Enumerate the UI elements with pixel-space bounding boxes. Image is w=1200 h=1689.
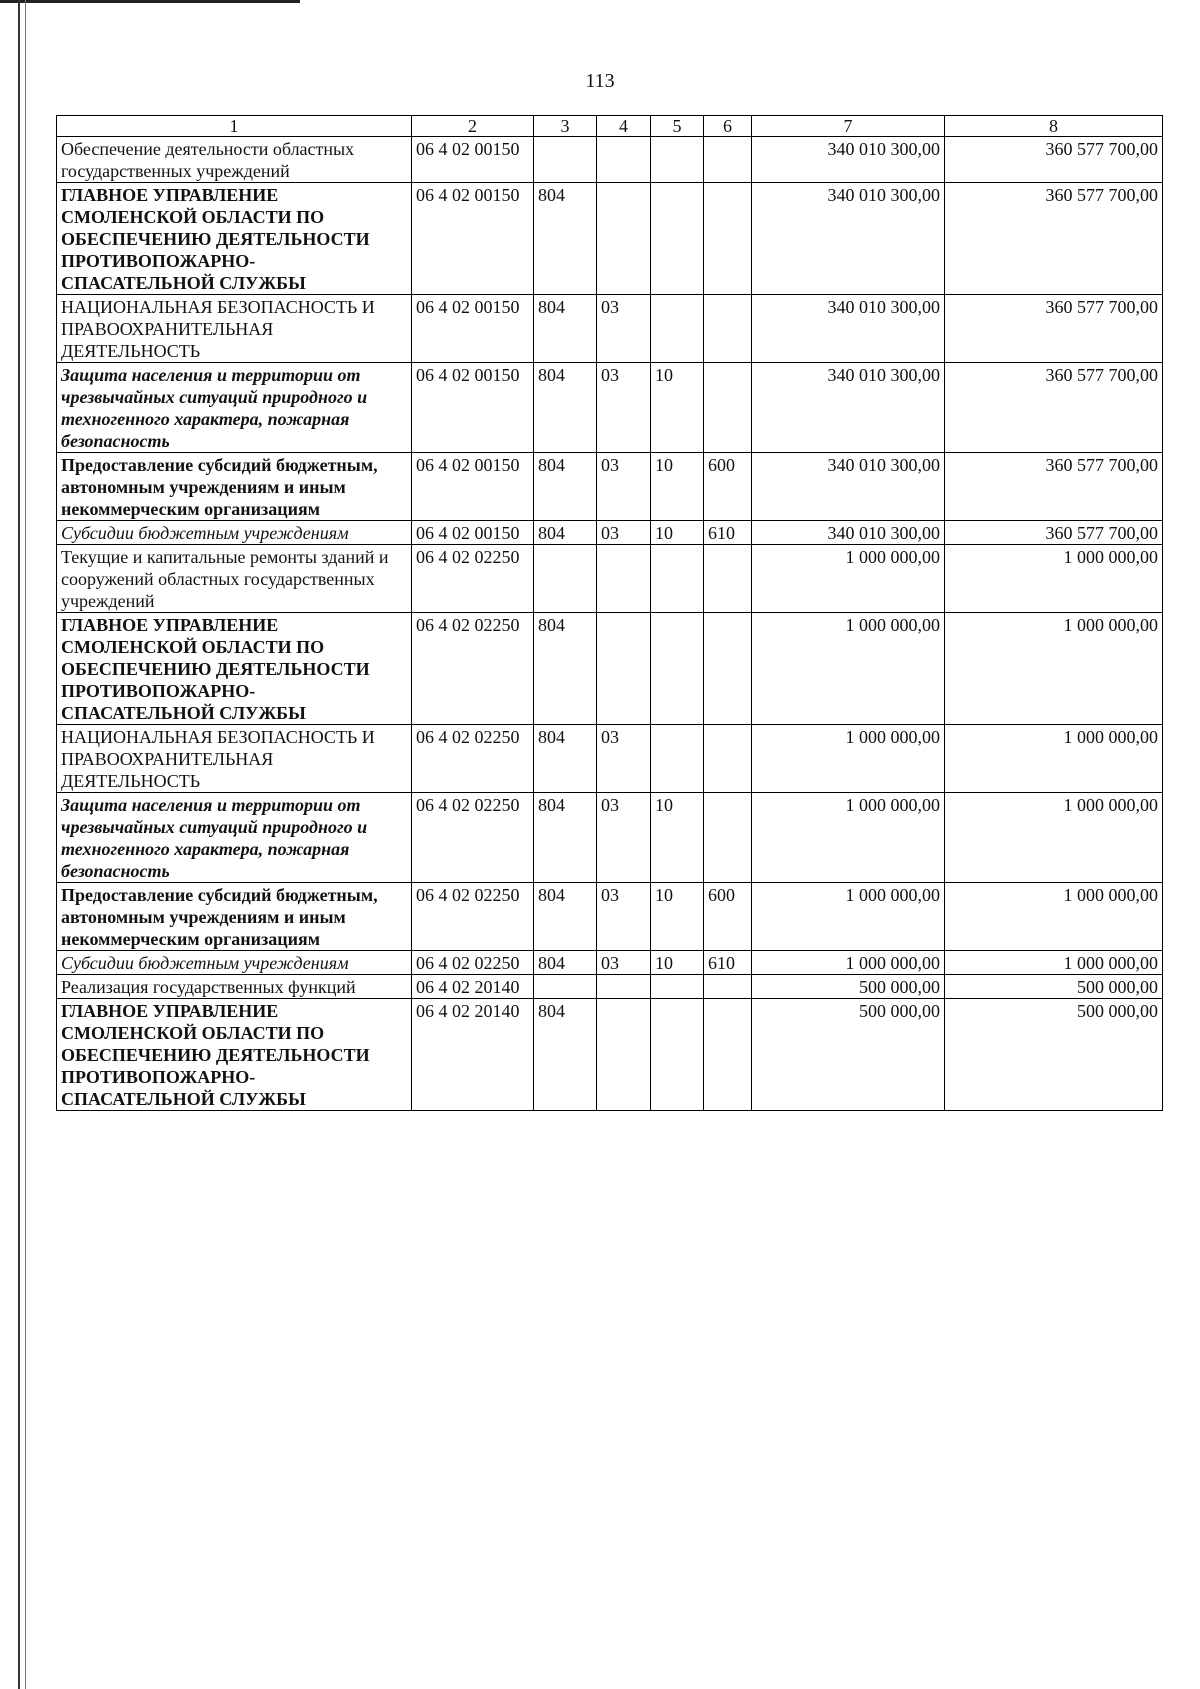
table-body xyxy=(57,116,1163,1111)
row-name-cell: НАЦИОНАЛЬНАЯ БЕЗОПАСНОСТЬ И ПРАВООХРАНИТЕЛЬНАЯ ДЕЯТЕЛЬНОСТЬ xyxy=(57,295,412,363)
row-name-cell: Защита населения и территории от чрезвычайных ситуаций природного и техногенного характера, пожарная безопасность xyxy=(57,793,412,883)
amount-year1-cell: 1 000 000,00 xyxy=(752,951,945,975)
target-article-cell: 06 4 02 02250 xyxy=(412,725,534,793)
grbs-cell xyxy=(534,137,597,183)
section-code-cell xyxy=(597,137,651,183)
target-article-cell: 06 4 02 00150 xyxy=(412,363,534,453)
section-code-cell xyxy=(597,999,651,1111)
expense-type-cell xyxy=(704,545,752,613)
page-number: 113 xyxy=(585,70,615,92)
section-code-cell: 03 xyxy=(597,295,651,363)
subsection-code-cell: 10 xyxy=(651,951,704,975)
amount-year1-cell: 500 000,00 xyxy=(752,999,945,1111)
budget-table xyxy=(56,115,1163,1111)
table-row xyxy=(57,521,1163,545)
column-number: 2 xyxy=(412,116,534,137)
target-article-cell: 06 4 02 00150 xyxy=(412,295,534,363)
table-row xyxy=(57,613,1163,725)
amount-year1-cell: 340 010 300,00 xyxy=(752,453,945,521)
row-name-cell: Реализация государственных функций xyxy=(57,975,412,999)
expense-type-cell xyxy=(704,613,752,725)
grbs-cell: 804 xyxy=(534,453,597,521)
expense-type-cell xyxy=(704,975,752,999)
expense-type-cell xyxy=(704,363,752,453)
grbs-cell: 804 xyxy=(534,793,597,883)
amount-year1-cell: 340 010 300,00 xyxy=(752,521,945,545)
subsection-code-cell: 10 xyxy=(651,363,704,453)
amount-year2-cell: 360 577 700,00 xyxy=(945,363,1163,453)
target-article-cell: 06 4 02 02250 xyxy=(412,613,534,725)
expense-type-cell: 610 xyxy=(704,951,752,975)
grbs-cell: 804 xyxy=(534,883,597,951)
target-article-cell: 06 4 02 20140 xyxy=(412,975,534,999)
target-article-cell: 06 4 02 20140 xyxy=(412,999,534,1111)
table-row xyxy=(57,999,1163,1111)
section-code-cell xyxy=(597,545,651,613)
grbs-cell: 804 xyxy=(534,183,597,295)
amount-year1-cell: 340 010 300,00 xyxy=(752,295,945,363)
amount-year1-cell: 340 010 300,00 xyxy=(752,183,945,295)
section-code-cell: 03 xyxy=(597,883,651,951)
row-name-cell: Предоставление субсидий бюджетным, автономным учреждениям и иным некоммерческим организациям xyxy=(57,883,412,951)
amount-year1-cell: 1 000 000,00 xyxy=(752,725,945,793)
section-code-cell: 03 xyxy=(597,521,651,545)
amount-year1-cell: 1 000 000,00 xyxy=(752,545,945,613)
subsection-code-cell: 10 xyxy=(651,453,704,521)
target-article-cell: 06 4 02 02250 xyxy=(412,883,534,951)
table-row xyxy=(57,363,1163,453)
target-article-cell: 06 4 02 00150 xyxy=(412,453,534,521)
row-name-cell: ГЛАВНОЕ УПРАВЛЕНИЕ СМОЛЕНСКОЙ ОБЛАСТИ ПО ОБЕСПЕЧЕНИЮ ДЕЯТЕЛЬНОСТИ ПРОТИВОПОЖАРНО-СПАСАТЕЛЬНОЙ СЛУЖБЫ xyxy=(57,183,412,295)
amount-year2-cell: 360 577 700,00 xyxy=(945,453,1163,521)
row-name-cell: Обеспечение деятельности областных государственных учреждений xyxy=(57,137,412,183)
column-number: 3 xyxy=(534,116,597,137)
target-article-cell: 06 4 02 02250 xyxy=(412,545,534,613)
grbs-cell: 804 xyxy=(534,613,597,725)
grbs-cell: 804 xyxy=(534,999,597,1111)
row-name-cell: НАЦИОНАЛЬНАЯ БЕЗОПАСНОСТЬ И ПРАВООХРАНИТЕЛЬНАЯ ДЕЯТЕЛЬНОСТЬ xyxy=(57,725,412,793)
section-code-cell: 03 xyxy=(597,951,651,975)
subsection-code-cell xyxy=(651,613,704,725)
amount-year1-cell: 1 000 000,00 xyxy=(752,793,945,883)
grbs-cell: 804 xyxy=(534,363,597,453)
amount-year2-cell: 1 000 000,00 xyxy=(945,613,1163,725)
expense-type-cell xyxy=(704,725,752,793)
table-row xyxy=(57,725,1163,793)
subsection-code-cell: 10 xyxy=(651,883,704,951)
amount-year2-cell: 1 000 000,00 xyxy=(945,793,1163,883)
subsection-code-cell xyxy=(651,999,704,1111)
target-article-cell: 06 4 02 02250 xyxy=(412,951,534,975)
amount-year1-cell: 340 010 300,00 xyxy=(752,363,945,453)
column-number: 7 xyxy=(752,116,945,137)
target-article-cell: 06 4 02 00150 xyxy=(412,521,534,545)
row-name-cell: Текущие и капитальные ремонты зданий и сооружений областных государственных учреждений xyxy=(57,545,412,613)
amount-year2-cell: 1 000 000,00 xyxy=(945,725,1163,793)
subsection-code-cell xyxy=(651,975,704,999)
target-article-cell: 06 4 02 02250 xyxy=(412,793,534,883)
section-code-cell: 03 xyxy=(597,363,651,453)
table-row xyxy=(57,545,1163,613)
row-name-cell: Субсидии бюджетным учреждениям xyxy=(57,951,412,975)
target-article-cell: 06 4 02 00150 xyxy=(412,183,534,295)
row-name-cell: Субсидии бюджетным учреждениям xyxy=(57,521,412,545)
subsection-code-cell xyxy=(651,725,704,793)
table-row xyxy=(57,295,1163,363)
expense-type-cell: 600 xyxy=(704,883,752,951)
expense-type-cell xyxy=(704,793,752,883)
amount-year2-cell: 360 577 700,00 xyxy=(945,183,1163,295)
amount-year1-cell: 1 000 000,00 xyxy=(752,613,945,725)
grbs-cell: 804 xyxy=(534,951,597,975)
column-number: 4 xyxy=(597,116,651,137)
subsection-code-cell: 10 xyxy=(651,793,704,883)
row-name-cell: Защита населения и территории от чрезвычайных ситуаций природного и техногенного характера, пожарная безопасность xyxy=(57,363,412,453)
table-row xyxy=(57,137,1163,183)
column-number: 5 xyxy=(651,116,704,137)
table-row xyxy=(57,883,1163,951)
table-row xyxy=(57,951,1163,975)
grbs-cell: 804 xyxy=(534,725,597,793)
amount-year2-cell: 360 577 700,00 xyxy=(945,295,1163,363)
scan-edge-left xyxy=(18,0,20,1689)
table-row xyxy=(57,453,1163,521)
section-code-cell: 03 xyxy=(597,453,651,521)
subsection-code-cell xyxy=(651,183,704,295)
expense-type-cell xyxy=(704,183,752,295)
column-number: 1 xyxy=(57,116,412,137)
expense-type-cell: 600 xyxy=(704,453,752,521)
column-number: 8 xyxy=(945,116,1163,137)
grbs-cell: 804 xyxy=(534,521,597,545)
subsection-code-cell xyxy=(651,545,704,613)
table-row xyxy=(57,975,1163,999)
subsection-code-cell xyxy=(651,295,704,363)
target-article-cell: 06 4 02 00150 xyxy=(412,137,534,183)
grbs-cell: 804 xyxy=(534,295,597,363)
section-code-cell: 03 xyxy=(597,725,651,793)
subsection-code-cell: 10 xyxy=(651,521,704,545)
section-code-cell xyxy=(597,613,651,725)
amount-year1-cell: 500 000,00 xyxy=(752,975,945,999)
section-code-cell: 03 xyxy=(597,793,651,883)
row-name-cell: ГЛАВНОЕ УПРАВЛЕНИЕ СМОЛЕНСКОЙ ОБЛАСТИ ПО ОБЕСПЕЧЕНИЮ ДЕЯТЕЛЬНОСТИ ПРОТИВОПОЖАРНО-СПАСАТЕЛЬНОЙ СЛУЖБЫ xyxy=(57,613,412,725)
amount-year2-cell: 1 000 000,00 xyxy=(945,951,1163,975)
expense-type-cell xyxy=(704,137,752,183)
row-name-cell: ГЛАВНОЕ УПРАВЛЕНИЕ СМОЛЕНСКОЙ ОБЛАСТИ ПО ОБЕСПЕЧЕНИЮ ДЕЯТЕЛЬНОСТИ ПРОТИВОПОЖАРНО-СПАСАТЕЛЬНОЙ СЛУЖБЫ xyxy=(57,999,412,1111)
amount-year2-cell: 1 000 000,00 xyxy=(945,883,1163,951)
amount-year2-cell: 500 000,00 xyxy=(945,999,1163,1111)
amount-year2-cell: 500 000,00 xyxy=(945,975,1163,999)
row-name-cell: Предоставление субсидий бюджетным, автономным учреждениям и иным некоммерческим организациям xyxy=(57,453,412,521)
amount-year2-cell: 1 000 000,00 xyxy=(945,545,1163,613)
section-code-cell xyxy=(597,975,651,999)
expense-type-cell xyxy=(704,295,752,363)
grbs-cell xyxy=(534,545,597,613)
amount-year2-cell: 360 577 700,00 xyxy=(945,521,1163,545)
column-number: 6 xyxy=(704,116,752,137)
table-row xyxy=(57,793,1163,883)
scan-edge-left-inner xyxy=(25,0,26,1689)
subsection-code-cell xyxy=(651,137,704,183)
amount-year1-cell: 340 010 300,00 xyxy=(752,137,945,183)
column-number-row xyxy=(57,116,1163,137)
section-code-cell xyxy=(597,183,651,295)
expense-type-cell xyxy=(704,999,752,1111)
grbs-cell xyxy=(534,975,597,999)
amount-year1-cell: 1 000 000,00 xyxy=(752,883,945,951)
expense-type-cell: 610 xyxy=(704,521,752,545)
scan-edge-top xyxy=(0,0,300,3)
table-row xyxy=(57,183,1163,295)
amount-year2-cell: 360 577 700,00 xyxy=(945,137,1163,183)
